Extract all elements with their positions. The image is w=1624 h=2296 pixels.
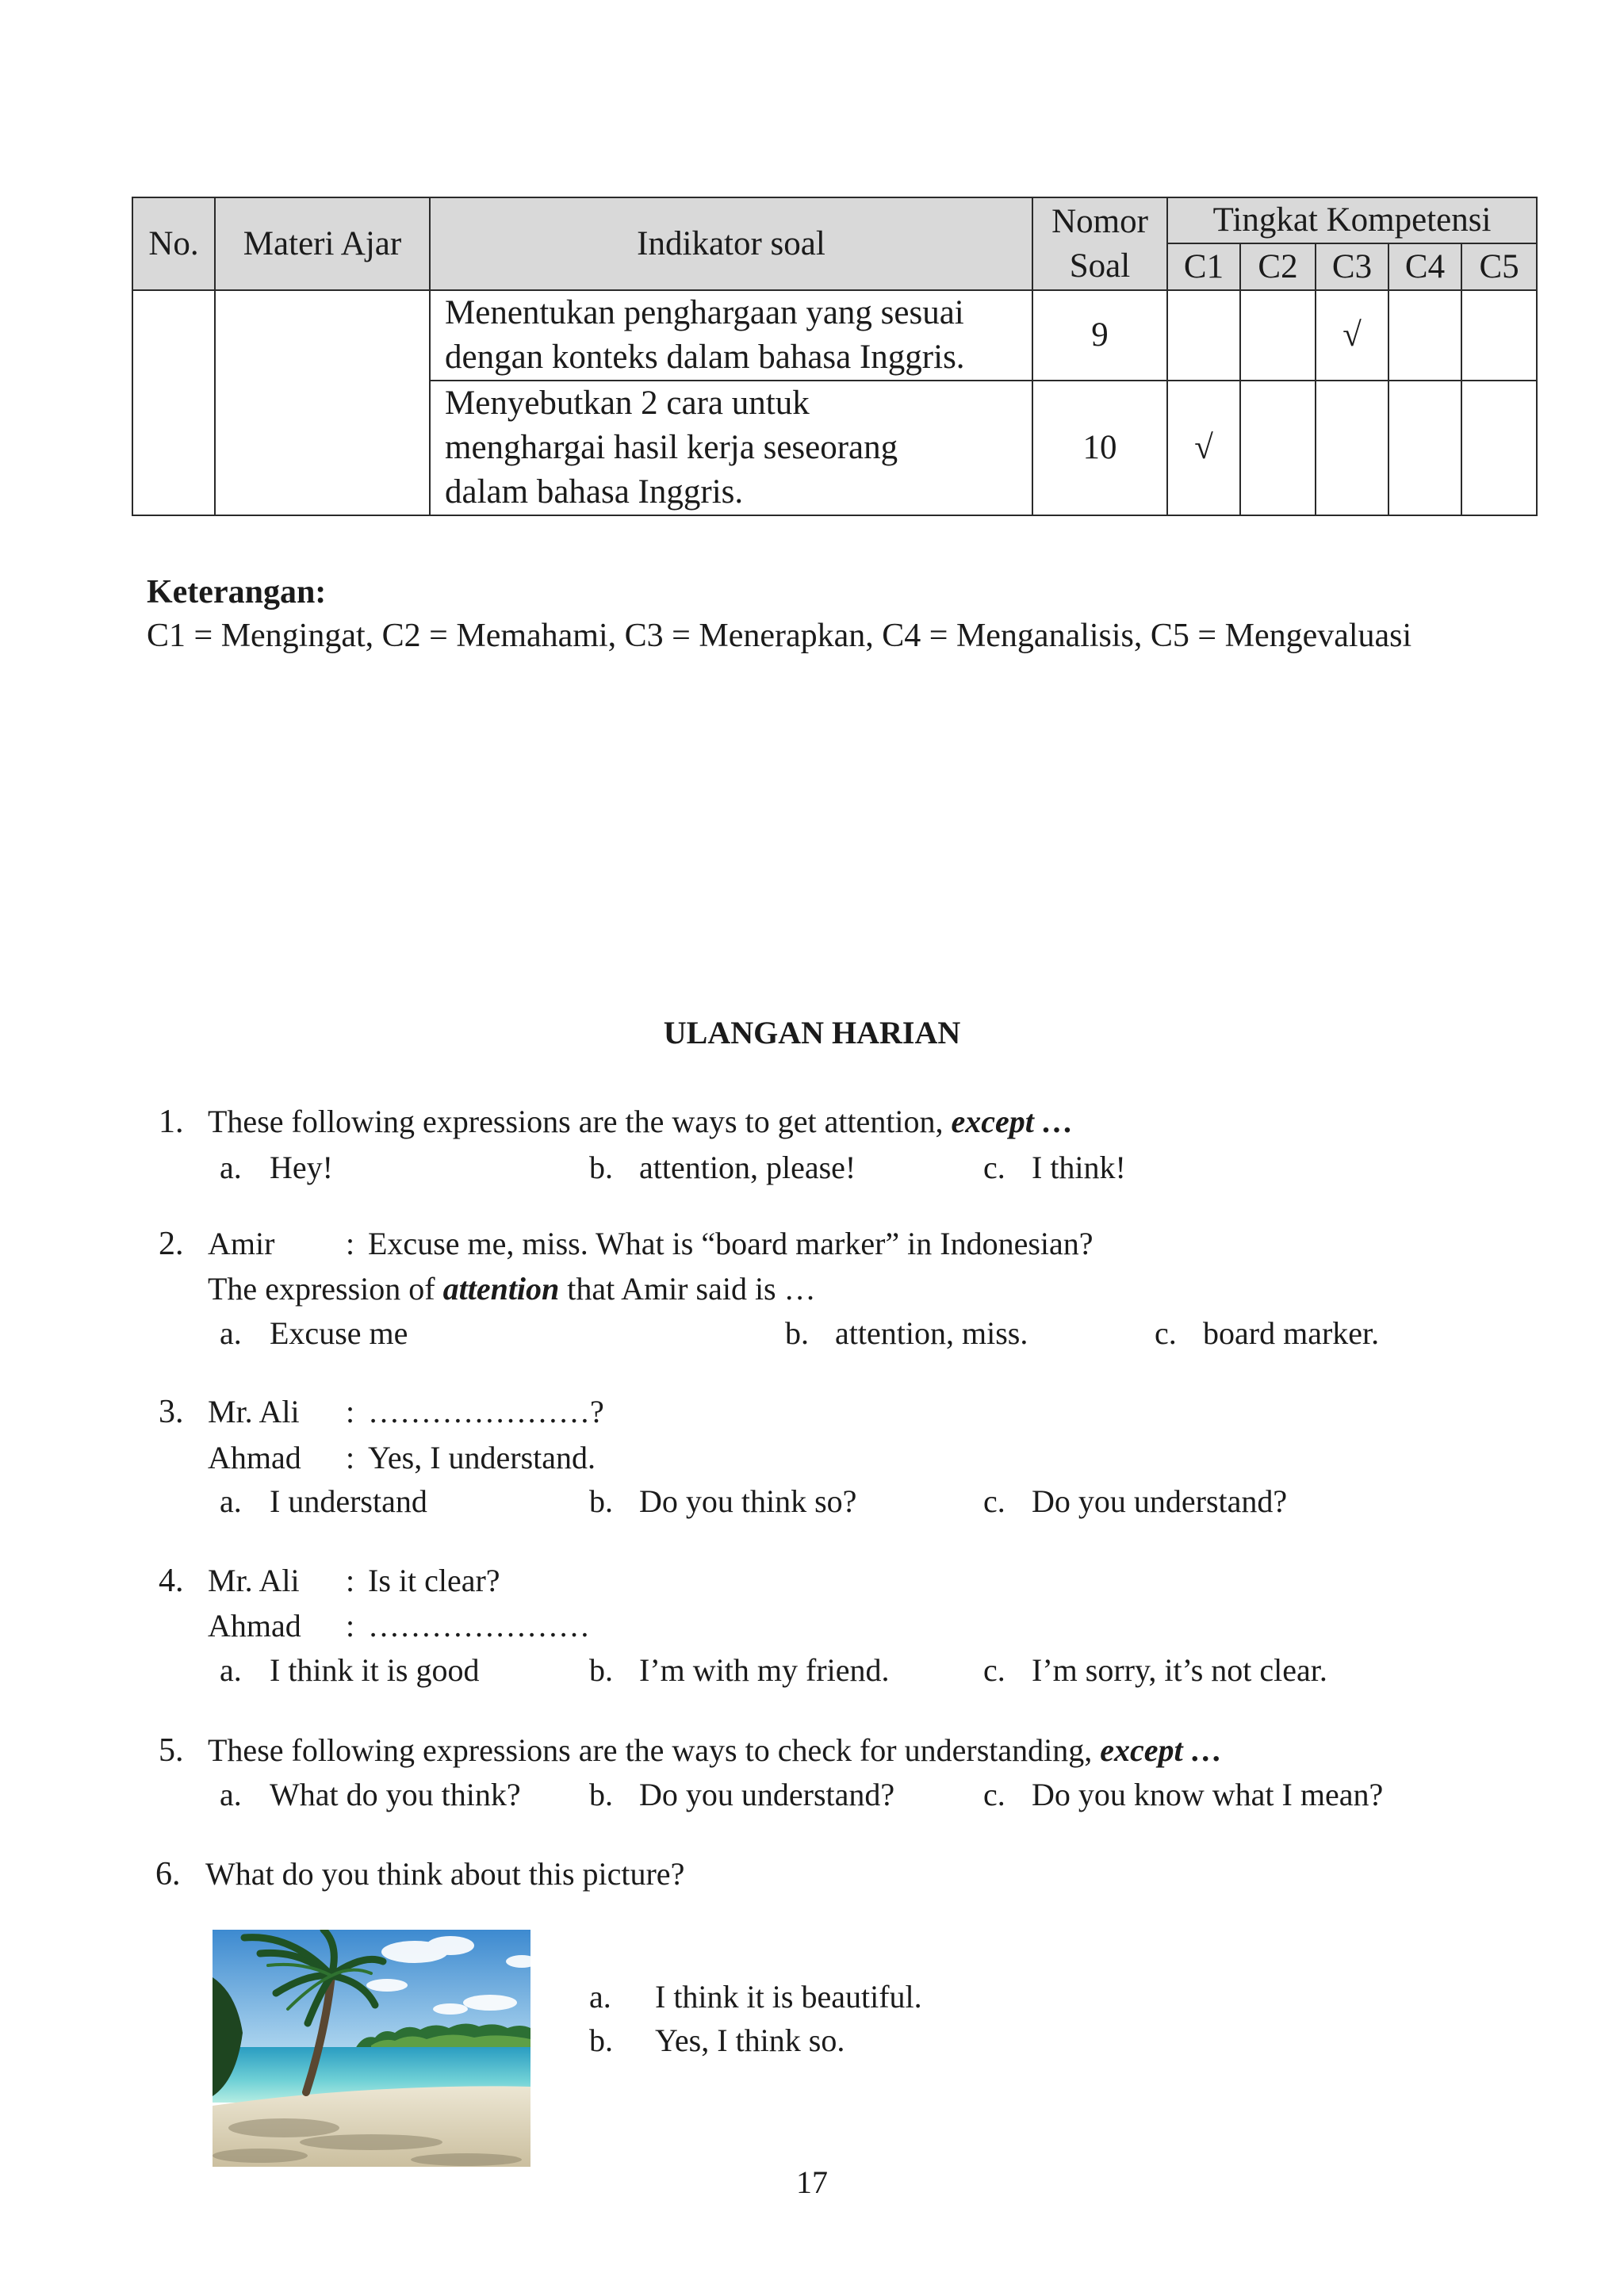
question-text: What do you think about this picture?	[205, 1856, 685, 1892]
option-letter: c.	[983, 1150, 1005, 1185]
question-number: 3.	[159, 1394, 184, 1430]
question-text	[208, 1728, 1223, 1773]
header-tingkat-kompetensi: Tingkat Kompetensi	[1167, 197, 1537, 243]
option-letter: b.	[589, 1483, 613, 1519]
dialogue-speaker: Mr. Ali	[208, 1563, 300, 1598]
cell-c3: √	[1316, 290, 1388, 381]
option-text: attention, please!	[639, 1150, 856, 1185]
option-letter: b.	[785, 1315, 809, 1351]
cell-materi-ajar	[215, 290, 430, 515]
question-number: 4.	[159, 1563, 184, 1599]
option-letter: b.	[589, 1652, 613, 1688]
option-letter: a.	[220, 1652, 242, 1688]
dialogue-speaker: Mr. Ali	[208, 1394, 300, 1429]
cell-c2	[1240, 290, 1316, 381]
option-text: board marker.	[1203, 1315, 1380, 1351]
question-number: 2.	[159, 1226, 184, 1262]
dialogue-colon: :	[346, 1440, 355, 1475]
question-prompt: The expression of	[208, 1271, 443, 1307]
beach-picture	[213, 1930, 530, 2167]
option-text: Do you understand?	[1032, 1483, 1288, 1519]
question-emphasis: except …	[1100, 1732, 1223, 1768]
table-row	[132, 290, 1537, 381]
keterangan-text: C1 = Mengingat, C2 = Memahami, C3 = Menerapkan, C4 = Menganalisis, C5 = Mengevaluasi	[147, 618, 1412, 654]
header-materi-ajar: Materi Ajar	[215, 197, 430, 290]
dialogue-speaker: Ahmad	[208, 1608, 301, 1644]
question-emphasis: attention	[442, 1271, 560, 1307]
question-emphasis: except …	[951, 1104, 1074, 1139]
option-text: Hey!	[270, 1150, 333, 1185]
dialogue-speaker: Ahmad	[208, 1440, 301, 1475]
option-letter: c.	[983, 1652, 1005, 1688]
keterangan-label: Keterangan:	[147, 574, 327, 610]
header-c5: C5	[1461, 243, 1537, 290]
option-text: I think it is beautiful.	[655, 1979, 922, 2015]
page-title: ULANGAN HARIAN	[663, 1015, 961, 1050]
dialogue-line: …………………?	[368, 1394, 604, 1429]
cell-c1	[1167, 290, 1240, 381]
option-text: Do you know what I mean?	[1032, 1777, 1384, 1812]
header-c1: C1	[1167, 243, 1240, 290]
header-indikator-soal: Indikator soal	[430, 197, 1032, 290]
dialogue-speaker: Amir	[208, 1226, 275, 1261]
option-letter: a.	[220, 1777, 242, 1812]
option-text: I think it is good	[270, 1652, 480, 1688]
option-text: I’m with my friend.	[639, 1652, 890, 1688]
header-c4: C4	[1388, 243, 1461, 290]
option-letter: c.	[983, 1483, 1005, 1519]
option-text: I’m sorry, it’s not clear.	[1032, 1652, 1327, 1688]
cell-c5	[1461, 381, 1537, 515]
header-c3: C3	[1316, 243, 1388, 290]
question-text	[208, 1267, 816, 1311]
option-text: Do you think so?	[639, 1483, 857, 1519]
option-letter: a.	[220, 1483, 242, 1519]
option-text: Yes, I think so.	[655, 2022, 845, 2058]
option-text: I think!	[1032, 1150, 1126, 1185]
competency-table	[132, 197, 1538, 516]
option-text: Do you understand?	[639, 1777, 895, 1812]
header-nomor-label: Nomor	[1051, 202, 1148, 240]
cell-c5	[1461, 290, 1537, 381]
cell-no	[132, 290, 215, 515]
cell-indikator	[430, 290, 1032, 381]
cell-c3	[1316, 381, 1388, 515]
option-letter: b.	[589, 1150, 613, 1185]
option-letter: a.	[220, 1315, 242, 1351]
question-text	[208, 1100, 1074, 1144]
indikator-line: menghargai hasil kerja seseorang	[445, 429, 898, 466]
question-prompt-end: that Amir said is …	[559, 1271, 816, 1307]
cell-nomor-soal: 9	[1032, 290, 1167, 381]
question-number: 5.	[159, 1732, 184, 1769]
option-letter: b.	[589, 1777, 613, 1812]
option-text: Excuse me	[270, 1315, 408, 1351]
dialogue-colon: :	[346, 1226, 355, 1261]
dialogue-colon: :	[346, 1563, 355, 1598]
option-text: attention, miss.	[835, 1315, 1028, 1351]
header-no: No.	[132, 197, 215, 290]
header-c2: C2	[1240, 243, 1316, 290]
dialogue-colon: :	[346, 1608, 355, 1644]
page-number: 17	[796, 2164, 828, 2200]
option-text: What do you think?	[270, 1777, 521, 1812]
cell-c4	[1388, 290, 1461, 381]
cell-c4	[1388, 381, 1461, 515]
dialogue-line: Yes, I understand.	[368, 1440, 596, 1475]
option-letter: c.	[1155, 1315, 1177, 1351]
indikator-line: dalam bahasa Inggris.	[445, 473, 744, 511]
dialogue-line: Excuse me, miss. What is “board marker” in Indonesian?	[368, 1226, 1094, 1261]
cell-c2	[1240, 381, 1316, 515]
indikator-line: dengan konteks dalam bahasa Inggris.	[445, 339, 965, 376]
question-number: 1.	[159, 1104, 184, 1140]
option-letter: c.	[983, 1777, 1005, 1812]
dialogue-line: …………………	[368, 1608, 590, 1644]
question-prompt: These following expressions are the ways to check for understanding,	[208, 1732, 1101, 1768]
dialogue-line: Is it clear?	[368, 1563, 500, 1598]
header-soal-label: Soal	[1069, 247, 1131, 285]
option-text: I understand	[270, 1483, 427, 1519]
indikator-line: Menyebutkan 2 cara untuk	[445, 385, 810, 422]
cell-nomor-soal: 10	[1032, 381, 1167, 515]
option-letter: a.	[220, 1150, 242, 1185]
dialogue-colon: :	[346, 1394, 355, 1429]
cell-indikator	[430, 381, 1032, 515]
question-number: 6.	[155, 1856, 181, 1892]
option-letter: a.	[589, 1979, 611, 2015]
question-prompt: These following expressions are the ways to get attention,	[208, 1104, 952, 1139]
indikator-line: Menentukan penghargaan yang sesuai	[445, 294, 964, 331]
option-letter: b.	[589, 2022, 613, 2058]
cell-c1: √	[1167, 381, 1240, 515]
header-nomor-soal	[1032, 197, 1167, 290]
